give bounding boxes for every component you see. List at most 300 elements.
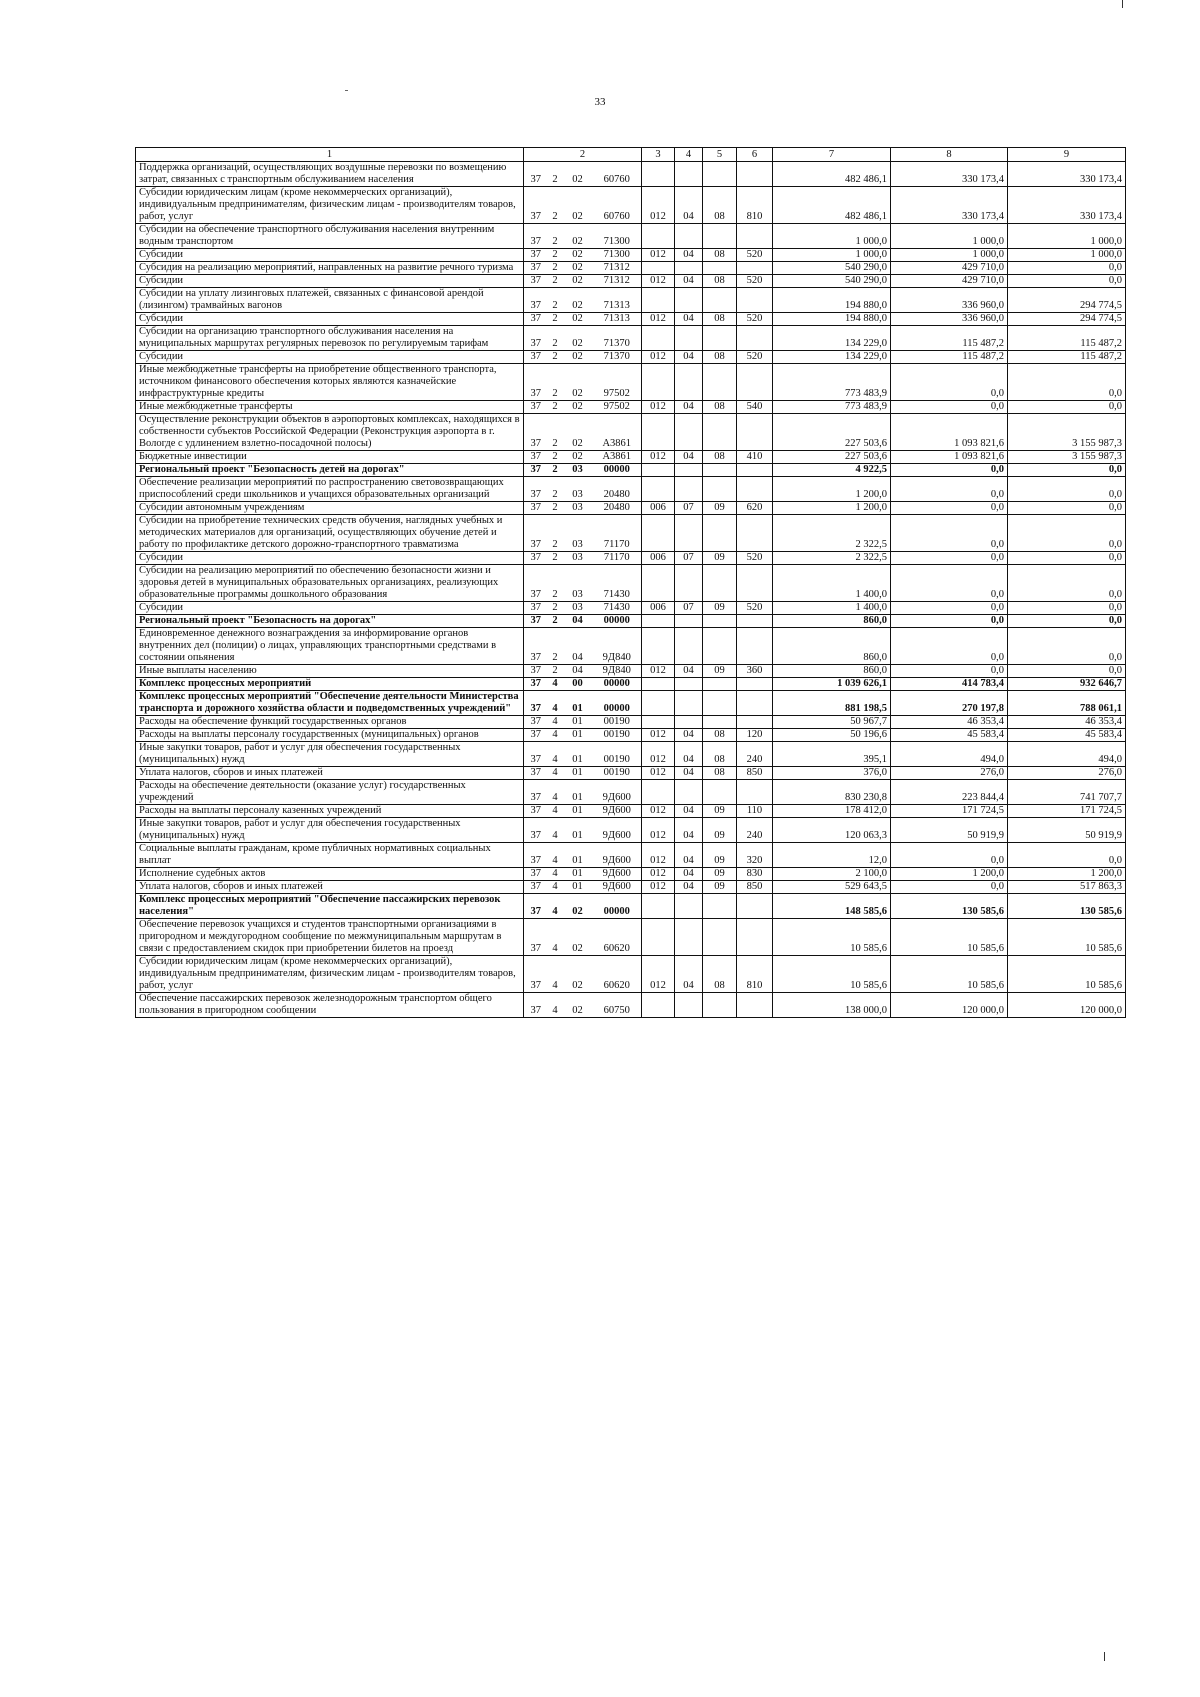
- row-code-type: 4: [548, 716, 563, 729]
- row-subsection: 08: [703, 275, 737, 288]
- row-code-direction: 9Д840: [593, 628, 642, 665]
- row-code-program: 37: [524, 894, 548, 919]
- row-subsection: [703, 414, 737, 451]
- row-code-program: 37: [524, 515, 548, 552]
- row-code-program: 37: [524, 565, 548, 602]
- row-section: 04: [675, 351, 703, 364]
- row-amount-year2: 414 783,4: [891, 678, 1008, 691]
- row-amount-year2: 0,0: [891, 477, 1008, 502]
- row-amount-year2: 120 000,0: [891, 993, 1008, 1018]
- table-row: [136, 552, 1126, 565]
- row-section: [675, 464, 703, 477]
- row-code-type: 4: [548, 678, 563, 691]
- table-row: [136, 843, 1126, 868]
- row-section: 04: [675, 881, 703, 894]
- row-code-direction: 71300: [593, 249, 642, 262]
- row-code-structure: 03: [563, 552, 593, 565]
- table-row: [136, 515, 1126, 552]
- row-code-direction: 00000: [593, 691, 642, 716]
- row-expense-type: 520: [737, 351, 773, 364]
- row-code-direction: 97502: [593, 401, 642, 414]
- row-name: Обеспечение перевозок учащихся и студентов транспортными организациями в пригородном и междугородном сообщение по межмуниципальным маршрутам в связи с предоставлением скидок при приобретении билетов на проезд: [136, 919, 524, 956]
- row-expense-type: 410: [737, 451, 773, 464]
- row-subsection: 08: [703, 313, 737, 326]
- row-code-direction: А3861: [593, 414, 642, 451]
- table-row: [136, 894, 1126, 919]
- row-grbs: [642, 477, 675, 502]
- row-amount-year1: 120 063,3: [773, 818, 891, 843]
- row-code-program: 37: [524, 275, 548, 288]
- row-amount-year2: 429 710,0: [891, 262, 1008, 275]
- row-amount-year3: 741 707,7: [1008, 780, 1126, 805]
- row-code-structure: 04: [563, 615, 593, 628]
- row-name: Субсидии: [136, 351, 524, 364]
- row-expense-type: [737, 162, 773, 187]
- row-code-type: 4: [548, 993, 563, 1018]
- row-grbs: [642, 628, 675, 665]
- row-code-structure: 01: [563, 868, 593, 881]
- row-amount-year3: 10 585,6: [1008, 956, 1126, 993]
- row-amount-year3: 932 646,7: [1008, 678, 1126, 691]
- row-section: [675, 224, 703, 249]
- row-section: [675, 565, 703, 602]
- row-code-type: 4: [548, 956, 563, 993]
- row-amount-year3: 0,0: [1008, 615, 1126, 628]
- row-amount-year2: 130 585,6: [891, 894, 1008, 919]
- row-subsection: [703, 162, 737, 187]
- row-code-program: 37: [524, 326, 548, 351]
- row-amount-year2: 330 173,4: [891, 162, 1008, 187]
- row-amount-year2: 1 093 821,6: [891, 414, 1008, 451]
- row-subsection: [703, 780, 737, 805]
- row-name: Осуществление реконструкции объектов в аэропортовых комплексах, находящихся в собственности субъектов Российской Федерации (Реконструкция аэропорта в г. Вологде с удлинением взлетно-посадочной полосы): [136, 414, 524, 451]
- table-row: [136, 881, 1126, 894]
- row-code-program: 37: [524, 742, 548, 767]
- header-col-8: 8: [891, 148, 1008, 162]
- table-row: [136, 364, 1126, 401]
- row-amount-year1: 773 483,9: [773, 401, 891, 414]
- row-code-structure: 02: [563, 326, 593, 351]
- row-expense-type: [737, 678, 773, 691]
- table-row: [136, 818, 1126, 843]
- row-code-type: 4: [548, 868, 563, 881]
- table-row: [136, 691, 1126, 716]
- row-amount-year2: 50 919,9: [891, 818, 1008, 843]
- row-subsection: 08: [703, 401, 737, 414]
- row-amount-year3: 494,0: [1008, 742, 1126, 767]
- row-grbs: [642, 364, 675, 401]
- row-section: 04: [675, 729, 703, 742]
- row-expense-type: 520: [737, 552, 773, 565]
- row-amount-year1: 2 100,0: [773, 868, 891, 881]
- row-amount-year3: 0,0: [1008, 843, 1126, 868]
- row-code-program: 37: [524, 868, 548, 881]
- table-row: [136, 602, 1126, 615]
- row-amount-year2: 0,0: [891, 401, 1008, 414]
- row-amount-year3: 0,0: [1008, 364, 1126, 401]
- row-name: Расходы на выплаты персоналу казенных учреждений: [136, 805, 524, 818]
- row-code-structure: 02: [563, 275, 593, 288]
- row-code-type: 2: [548, 665, 563, 678]
- row-expense-type: 810: [737, 187, 773, 224]
- row-amount-year2: 0,0: [891, 602, 1008, 615]
- table-row: [136, 464, 1126, 477]
- row-code-direction: 00000: [593, 464, 642, 477]
- row-code-direction: 00190: [593, 729, 642, 742]
- page-number: 33: [594, 96, 606, 108]
- table-row: [136, 477, 1126, 502]
- row-grbs: 012: [642, 805, 675, 818]
- row-code-type: 4: [548, 742, 563, 767]
- budget-table: [135, 147, 1126, 1018]
- row-expense-type: 830: [737, 868, 773, 881]
- row-subsection: [703, 464, 737, 477]
- row-code-type: 2: [548, 565, 563, 602]
- row-grbs: [642, 224, 675, 249]
- row-amount-year2: 0,0: [891, 364, 1008, 401]
- row-amount-year3: 788 061,1: [1008, 691, 1126, 716]
- row-subsection: 09: [703, 502, 737, 515]
- row-amount-year2: 171 724,5: [891, 805, 1008, 818]
- row-code-type: 2: [548, 224, 563, 249]
- row-expense-type: [737, 224, 773, 249]
- row-grbs: [642, 716, 675, 729]
- row-section: [675, 780, 703, 805]
- row-grbs: [642, 780, 675, 805]
- row-code-direction: 00000: [593, 678, 642, 691]
- row-code-type: 4: [548, 691, 563, 716]
- row-section: [675, 477, 703, 502]
- row-amount-year1: 10 585,6: [773, 919, 891, 956]
- row-amount-year2: 336 960,0: [891, 288, 1008, 313]
- row-grbs: 012: [642, 729, 675, 742]
- row-code-direction: 60760: [593, 187, 642, 224]
- row-code-direction: 20480: [593, 502, 642, 515]
- table-row: [136, 162, 1126, 187]
- row-amount-year3: 1 000,0: [1008, 224, 1126, 249]
- row-code-program: 37: [524, 351, 548, 364]
- row-amount-year3: 171 724,5: [1008, 805, 1126, 818]
- row-section: 04: [675, 665, 703, 678]
- row-code-direction: 71170: [593, 552, 642, 565]
- row-expense-type: 120: [737, 729, 773, 742]
- row-code-direction: 71312: [593, 275, 642, 288]
- row-amount-year1: 482 486,1: [773, 187, 891, 224]
- row-subsection: 09: [703, 868, 737, 881]
- row-expense-type: 520: [737, 275, 773, 288]
- row-amount-year2: 10 585,6: [891, 919, 1008, 956]
- row-code-type: 4: [548, 881, 563, 894]
- row-code-type: 2: [548, 401, 563, 414]
- row-name: Уплата налогов, сборов и иных платежей: [136, 881, 524, 894]
- row-code-program: 37: [524, 716, 548, 729]
- row-section: 04: [675, 805, 703, 818]
- row-amount-year1: 2 322,5: [773, 515, 891, 552]
- row-section: 04: [675, 843, 703, 868]
- row-section: 04: [675, 187, 703, 224]
- row-code-structure: 04: [563, 628, 593, 665]
- row-amount-year1: 1 000,0: [773, 224, 891, 249]
- row-code-program: 37: [524, 187, 548, 224]
- row-section: 07: [675, 502, 703, 515]
- row-code-structure: 01: [563, 881, 593, 894]
- row-name: Субсидии: [136, 249, 524, 262]
- row-code-structure: 01: [563, 767, 593, 780]
- row-subsection: [703, 288, 737, 313]
- row-amount-year2: 0,0: [891, 565, 1008, 602]
- row-subsection: 08: [703, 451, 737, 464]
- row-code-structure: 02: [563, 956, 593, 993]
- table-row: [136, 956, 1126, 993]
- row-section: 04: [675, 249, 703, 262]
- row-amount-year1: 148 585,6: [773, 894, 891, 919]
- row-section: 04: [675, 313, 703, 326]
- row-amount-year2: 45 583,4: [891, 729, 1008, 742]
- row-amount-year3: 46 353,4: [1008, 716, 1126, 729]
- row-code-type: 2: [548, 262, 563, 275]
- row-grbs: [642, 993, 675, 1018]
- row-subsection: [703, 919, 737, 956]
- row-code-structure: 03: [563, 464, 593, 477]
- row-name: Субсидии: [136, 275, 524, 288]
- row-code-direction: 00190: [593, 767, 642, 780]
- row-name: Субсидии: [136, 552, 524, 565]
- row-amount-year3: 517 863,3: [1008, 881, 1126, 894]
- table-row: [136, 780, 1126, 805]
- table-row: [136, 224, 1126, 249]
- row-name: Комплекс процессных мероприятий: [136, 678, 524, 691]
- row-code-type: 2: [548, 313, 563, 326]
- row-name: Субсидии: [136, 602, 524, 615]
- row-code-program: 37: [524, 502, 548, 515]
- row-code-type: 2: [548, 451, 563, 464]
- row-name: Расходы на выплаты персоналу государственных (муниципальных) органов: [136, 729, 524, 742]
- row-amount-year3: 0,0: [1008, 275, 1126, 288]
- row-amount-year2: 0,0: [891, 628, 1008, 665]
- row-code-type: 4: [548, 894, 563, 919]
- row-name: Расходы на обеспечение деятельности (оказание услуг) государственных учреждений: [136, 780, 524, 805]
- row-expense-type: 520: [737, 249, 773, 262]
- row-name: Иные межбюджетные трансферты на приобретение общественного транспорта, источником финансового обеспечения которых являются казначейские инфраструктурные кредиты: [136, 364, 524, 401]
- row-expense-type: [737, 477, 773, 502]
- row-grbs: 012: [642, 451, 675, 464]
- row-code-type: 2: [548, 502, 563, 515]
- row-subsection: [703, 515, 737, 552]
- row-amount-year1: 540 290,0: [773, 262, 891, 275]
- row-code-type: 2: [548, 249, 563, 262]
- row-code-program: 37: [524, 262, 548, 275]
- row-grbs: [642, 515, 675, 552]
- row-amount-year1: 134 229,0: [773, 326, 891, 351]
- row-code-type: 2: [548, 351, 563, 364]
- row-expense-type: [737, 515, 773, 552]
- row-expense-type: [737, 894, 773, 919]
- row-code-direction: 60760: [593, 162, 642, 187]
- table-row: [136, 326, 1126, 351]
- row-code-structure: 02: [563, 401, 593, 414]
- row-amount-year2: 0,0: [891, 515, 1008, 552]
- row-name: Поддержка организаций, осуществляющих воздушные перевозки по возмещению затрат, связанных с транспортным обслуживанием населения: [136, 162, 524, 187]
- row-expense-type: [737, 716, 773, 729]
- row-code-structure: 01: [563, 716, 593, 729]
- row-amount-year2: 0,0: [891, 464, 1008, 477]
- row-code-structure: 01: [563, 691, 593, 716]
- row-section: 04: [675, 275, 703, 288]
- row-code-program: 37: [524, 414, 548, 451]
- row-amount-year1: 12,0: [773, 843, 891, 868]
- row-code-program: 37: [524, 691, 548, 716]
- row-name: Субсидии юридическим лицам (кроме некоммерческих организаций), индивидуальным предпринимателям, физическим лицам - производителям товаров, работ, услуг: [136, 187, 524, 224]
- row-expense-type: 540: [737, 401, 773, 414]
- row-code-structure: 01: [563, 805, 593, 818]
- row-code-program: 37: [524, 729, 548, 742]
- table-row: [136, 401, 1126, 414]
- row-amount-year2: 336 960,0: [891, 313, 1008, 326]
- row-amount-year2: 115 487,2: [891, 351, 1008, 364]
- row-name: Субсидии: [136, 313, 524, 326]
- row-name: Субсидии юридическим лицам (кроме некоммерческих организаций), индивидуальным предпринимателям, физическим лицам - производителям товаров, работ, услуг: [136, 956, 524, 993]
- row-section: [675, 678, 703, 691]
- row-expense-type: [737, 993, 773, 1018]
- row-code-structure: 02: [563, 894, 593, 919]
- row-code-type: 4: [548, 843, 563, 868]
- row-amount-year3: 0,0: [1008, 262, 1126, 275]
- row-code-type: 4: [548, 818, 563, 843]
- row-section: [675, 628, 703, 665]
- row-name: Единовременное денежного вознаграждения за информирование органов внутренних дел (полиции) о лицах, управляющих транспортными средствами в состоянии опьянения: [136, 628, 524, 665]
- table-row: [136, 868, 1126, 881]
- row-code-structure: 01: [563, 843, 593, 868]
- row-code-program: 37: [524, 767, 548, 780]
- row-expense-type: [737, 326, 773, 351]
- row-grbs: [642, 565, 675, 602]
- row-code-type: 2: [548, 628, 563, 665]
- row-name: Комплекс процессных мероприятий "Обеспечение пассажирских перевозок населения": [136, 894, 524, 919]
- row-code-program: 37: [524, 364, 548, 401]
- row-code-direction: 71430: [593, 565, 642, 602]
- row-code-direction: 71370: [593, 351, 642, 364]
- row-subsection: [703, 716, 737, 729]
- row-name: Расходы на обеспечение функций государственных органов: [136, 716, 524, 729]
- header-col-2: 2: [524, 148, 642, 162]
- row-grbs: 012: [642, 956, 675, 993]
- row-code-structure: 03: [563, 565, 593, 602]
- row-expense-type: [737, 628, 773, 665]
- row-expense-type: [737, 565, 773, 602]
- table-row: [136, 351, 1126, 364]
- row-grbs: 006: [642, 552, 675, 565]
- row-amount-year2: 1 093 821,6: [891, 451, 1008, 464]
- row-name: Социальные выплаты гражданам, кроме публичных нормативных социальных выплат: [136, 843, 524, 868]
- row-amount-year3: 0,0: [1008, 502, 1126, 515]
- row-expense-type: 110: [737, 805, 773, 818]
- row-amount-year3: 0,0: [1008, 464, 1126, 477]
- row-subsection: 08: [703, 249, 737, 262]
- row-code-type: 2: [548, 326, 563, 351]
- row-name: Субсидии на обеспечение транспортного обслуживания населения внутренним водным транспортом: [136, 224, 524, 249]
- row-code-direction: 71312: [593, 262, 642, 275]
- row-grbs: [642, 162, 675, 187]
- row-amount-year3: 3 155 987,3: [1008, 451, 1126, 464]
- row-expense-type: 520: [737, 602, 773, 615]
- row-grbs: [642, 288, 675, 313]
- table-row: [136, 249, 1126, 262]
- row-amount-year2: 1 000,0: [891, 224, 1008, 249]
- row-expense-type: 850: [737, 767, 773, 780]
- row-code-direction: 00000: [593, 894, 642, 919]
- row-subsection: 08: [703, 767, 737, 780]
- row-name: Региональный проект "Безопасность детей на дорогах": [136, 464, 524, 477]
- row-code-program: 37: [524, 628, 548, 665]
- row-amount-year3: 120 000,0: [1008, 993, 1126, 1018]
- row-code-structure: 02: [563, 993, 593, 1018]
- table-row: [136, 919, 1126, 956]
- row-amount-year3: 1 200,0: [1008, 868, 1126, 881]
- row-amount-year1: 50 967,7: [773, 716, 891, 729]
- scan-edge-mark: [1122, 0, 1123, 8]
- row-code-program: 37: [524, 919, 548, 956]
- row-code-direction: 00190: [593, 716, 642, 729]
- row-code-program: 37: [524, 477, 548, 502]
- row-amount-year3: 0,0: [1008, 515, 1126, 552]
- row-amount-year1: 860,0: [773, 665, 891, 678]
- row-section: [675, 919, 703, 956]
- row-code-structure: 02: [563, 262, 593, 275]
- row-code-type: 2: [548, 464, 563, 477]
- row-code-program: 37: [524, 881, 548, 894]
- row-grbs: 006: [642, 602, 675, 615]
- table-row: [136, 262, 1126, 275]
- row-code-direction: 00000: [593, 615, 642, 628]
- row-amount-year3: 0,0: [1008, 477, 1126, 502]
- header-col-4: 4: [675, 148, 703, 162]
- row-code-type: 4: [548, 780, 563, 805]
- row-subsection: 08: [703, 351, 737, 364]
- row-subsection: 09: [703, 818, 737, 843]
- row-name: Субсидии на приобретение технических средств обучения, наглядных учебных и методических материалов для организаций, осуществляющих обучение детей и работу по профилактике детского дорожно-транспортного травматизма: [136, 515, 524, 552]
- row-code-program: 37: [524, 224, 548, 249]
- row-subsection: 09: [703, 665, 737, 678]
- row-name: Иные межбюджетные трансферты: [136, 401, 524, 414]
- header-col-9: 9: [1008, 148, 1126, 162]
- row-name: Комплекс процессных мероприятий "Обеспечение деятельности Министерства транспорта и дорожного хозяйства области и подведомственных учреждений": [136, 691, 524, 716]
- row-code-structure: 03: [563, 477, 593, 502]
- row-grbs: 012: [642, 742, 675, 767]
- row-expense-type: [737, 780, 773, 805]
- row-amount-year1: 227 503,6: [773, 414, 891, 451]
- row-name: Бюджетные инвестиции: [136, 451, 524, 464]
- row-subsection: [703, 615, 737, 628]
- row-code-direction: 71313: [593, 288, 642, 313]
- row-code-direction: 71370: [593, 326, 642, 351]
- row-section: 07: [675, 552, 703, 565]
- row-amount-year3: 45 583,4: [1008, 729, 1126, 742]
- row-amount-year1: 194 880,0: [773, 288, 891, 313]
- row-amount-year1: 529 643,5: [773, 881, 891, 894]
- row-name: Субсидии на реализацию мероприятий по обеспечению безопасности жизни и здоровья детей в муниципальных образовательных организациях, реализующих образовательные программы дошкольного образования: [136, 565, 524, 602]
- row-subsection: 09: [703, 881, 737, 894]
- row-grbs: 012: [642, 351, 675, 364]
- row-expense-type: [737, 464, 773, 477]
- row-expense-type: [737, 615, 773, 628]
- row-expense-type: 240: [737, 742, 773, 767]
- row-code-structure: 02: [563, 313, 593, 326]
- header-row: [136, 148, 1126, 162]
- row-subsection: [703, 364, 737, 401]
- row-amount-year1: 540 290,0: [773, 275, 891, 288]
- row-code-program: 37: [524, 288, 548, 313]
- table-row: [136, 502, 1126, 515]
